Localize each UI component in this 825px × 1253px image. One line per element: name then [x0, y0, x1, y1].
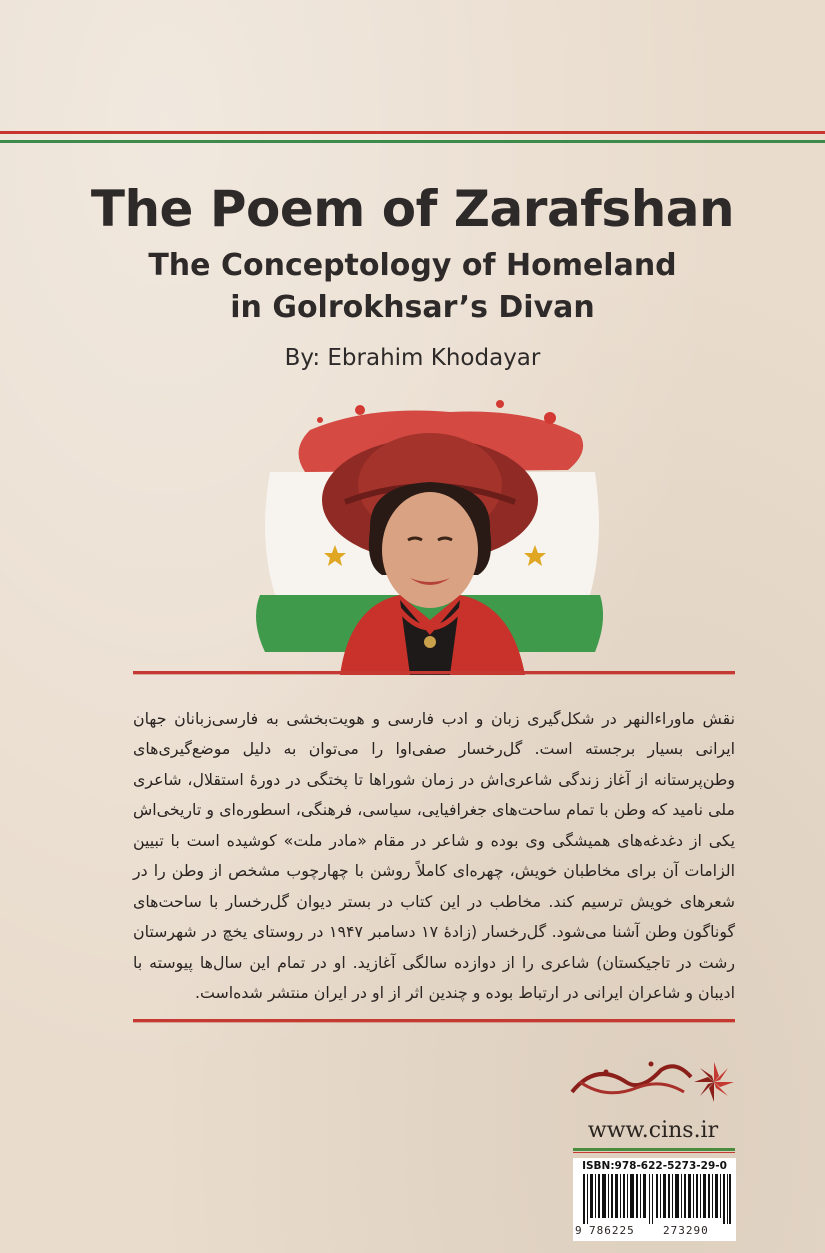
face — [382, 492, 478, 608]
publisher-website: www.cins.ir — [587, 1118, 719, 1143]
bio-bottom-rule — [133, 1019, 735, 1022]
bio-paragraph: نقش ماوراءالنهر در شکل‌گیری زبان و ادب فارسی و هویت‌بخشی به فارسی‌زبانان جهان ایرانی بسیار برجسته است. گل‌رخسار صفی‌اوا را می‌توان به دلیل موضع‌گیری‌های وطن‌پرستانه از آغاز زندگی شاعری‌اش در زمان شوراها تا پختگی در دورهٔ استقلال، شاعری ملی نامید که وطن با تمام ساحت‌های جغرافیایی، سیاسی، فرهنگی، اسطوره‌ای و تاریخی‌اش یکی از دغدغه‌های همیشگی وی بوده و شاعر در مقام «مادر ملت» کوشیده است با تبیین الزامات آن برای مخاطبان خویش، چهره‌ای کاملاً روشن با چهارچوب مشخص از وطن را در شعرهای خویش ترسیم کند. مخاطب در این کتاب در بستر دیوان گل‌رخسار با ساحت‌های گوناگون وطن آشنا می‌شود. گل‌رخسار (زادهٔ ۱۷ دسامبر ۱۹۴۷ در روستای یخچ در شهرستان رشت در تاجیکستان) شاعری را از دوازده سالگی آغازید. او در تمام این سال‌ها پیوسته با ادیبان و شاعران ایرانی در ارتباط بوده و چندین اثر از او در ایران منتشر شده‌است. — [133, 708, 736, 1003]
barcode-bars — [583, 1174, 731, 1224]
publisher-logo — [566, 1052, 736, 1112]
header-red-stripe — [0, 131, 825, 134]
bio-top-rule — [133, 671, 735, 674]
barcode-digit-first: 9 — [575, 1224, 582, 1237]
barcode-digits-left: 786225 — [589, 1224, 635, 1237]
author-byline: By: Ebrahim Khodayar — [284, 345, 541, 371]
cins-flower-logo-icon — [694, 1062, 734, 1102]
barcode-box — [573, 1158, 736, 1241]
book-subtitle-line1: The Conceptology of Homeland — [148, 248, 677, 283]
book-subtitle-line2: in Golrokhsar’s Divan — [230, 290, 595, 325]
book-title: The Poem of Zarafshan — [90, 180, 735, 238]
publisher-rule — [573, 1148, 735, 1151]
barcode-digits-right: 273290 — [663, 1224, 709, 1237]
author-portrait-image — [250, 390, 610, 675]
header-green-stripe — [0, 140, 825, 143]
isbn-label: ISBN:978-622-5273-29-0 — [582, 1160, 727, 1172]
